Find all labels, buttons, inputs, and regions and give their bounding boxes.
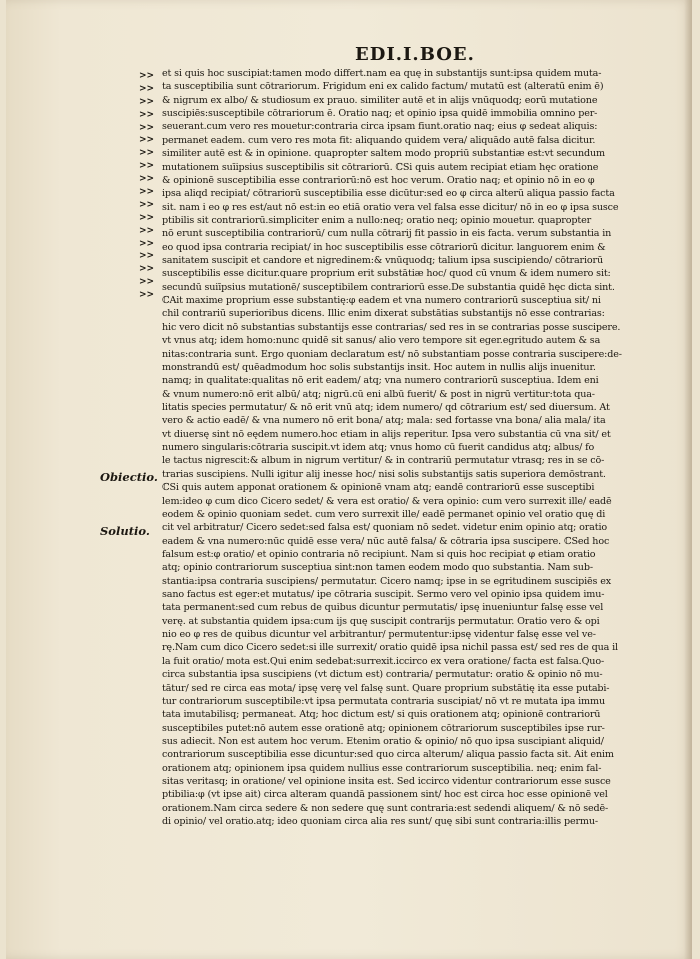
text-line: ℂAit maxime proprium esse substantię:φ eadem et vna numero contrariorū susceptiua sit/ ni xyxy=(162,295,601,307)
text-line: susceptibilis esse dicitur.quare proprium erit substātiæ hoc/ quod cū vnum & idem numero sit: xyxy=(162,268,611,280)
text-line: & opinionē susceptibilia esse contrariorū:nō est hoc verum. Oratio naq; et opinio nō in eo φ xyxy=(162,174,595,186)
text-line: circa substantia ipsa suscipiens (vt dictum est) contraria/ permutatur: oratio & opinio nō mu- xyxy=(162,669,603,681)
text-line: la fuit oratio/ mota est.Qui enim sedebat:surrexit.iccirco ex vera oratione/ facta est falsa.Quo- xyxy=(162,655,605,667)
text-line: ptibilis sit contrariorū.simpliciter enim a nullo:neq; oratio neq; opinio mouetur. quapropter xyxy=(162,214,592,226)
quotation-mark: >> xyxy=(139,251,155,262)
quotation-mark: >> xyxy=(139,83,155,94)
margin-note-solutio: Solutio. xyxy=(100,524,150,538)
quotation-mark: >> xyxy=(139,199,155,210)
text-line: nō erunt susceptibilia contrariorū/ cum nulla cōtrarij fit passio in eis facta. verum substantia in xyxy=(162,228,612,240)
text-line: namq; in qualitate:qualitas nō erit eadem/ atq; vna numero contrariorū susceptiua. Idem eni xyxy=(162,375,599,387)
text-line: ptibilia:φ (vt ipse ait) circa alteram quandā passionem sint/ hoc est circa hoc esse opinionē vel xyxy=(162,789,608,801)
text-line: nitas:contraria sunt. Ergo quoniam declaratum est/ nō substantiam posse contraria suscipere:de- xyxy=(162,348,622,360)
quotation-mark: >> xyxy=(139,96,155,107)
text-line: sus adiecit. Non est autem hoc verum. Etenim oratio & opinio/ nō quo ipsa suscipiant aliquid/ xyxy=(162,735,604,747)
quotation-mark: >> xyxy=(139,161,155,172)
quotation-mark: >> xyxy=(139,212,155,223)
text-line: trarias suscipiens. Nulli igitur alij inesse hoc/ nisi solis substantijs satis superiora demōstrant. xyxy=(162,468,606,480)
quotation-mark: >> xyxy=(139,174,155,185)
text-line: monstrandū est/ quēadmodum hoc solis substantijs insit. Hoc autem in nullis alijs inuenitur. xyxy=(162,361,596,373)
text-line: seuerant.cum vero res mouetur:contraria circa ipsam fiunt.oratio naq; eius φ sedeat aliquis: xyxy=(162,121,598,133)
text-line: sanitatem suscipit et candore et nigredinem:& vnūquodq; talium ipsa suscipiendo/ cōtrariorū xyxy=(162,255,603,267)
text-line: ipsa aliqd recipiat/ cōtrariorū susceptibilia esse dicūtur:sed eo φ circa alterū aliqua passio facta xyxy=(162,188,615,200)
text-line: tata permanent:sed cum rebus de quibus dicuntur permutatis/ ipsę inueniuntur falsę esse vel xyxy=(162,602,604,614)
text-line: eadem & vna numero:nūc quidē esse vera/ nūc autē falsa/ & cōtraria ipsa suscipere. ℂSed hoc xyxy=(162,535,610,547)
text-line: cit vel arbitratur/ Cicero sedet:sed falsa est/ quoniam nō sedet. videtur enim opinio atq; oratio xyxy=(162,522,608,534)
page-edge xyxy=(684,0,692,959)
quotation-mark: >> xyxy=(139,225,155,236)
text-line: le tactus nigrescit:& album in nigrum vertitur/ & in contrariū permutatur vtrasq; res in se cō- xyxy=(162,455,605,467)
text-line: stantia:ipsa contraria suscipiens/ permutatur. Cicero namq; ipse in se egritudinem suscipiēs ex xyxy=(162,575,612,587)
running-title: EDI.I.BOE. xyxy=(355,44,475,65)
text-line: et si quis hoc suscipiat:tamen modo differt.nam ea quę in substantijs sunt:ipsa quidem muta- xyxy=(162,68,602,79)
text-line: atq; opinio contrariorum susceptiua sint:non tamen eodem modo quo substantia. Nam sub- xyxy=(162,562,593,574)
text-line: vt vnus atq; idem homo:nunc quidē sit sanus/ alio vero tempore sit eger.egritudo autem & sa xyxy=(162,335,601,347)
quotation-mark: >> xyxy=(139,71,155,81)
text-line: falsum est:φ oratio/ et opinio contraria nō recipiunt. Nam si quis hoc recipiat φ etiam oratio xyxy=(162,548,596,560)
text-line: orationem atq; opinionem ipsa quidem nullius esse contrariorum susceptibilia. neq; enim fal- xyxy=(162,762,602,774)
quotation-mark: >> xyxy=(139,122,155,133)
margin-note-objectio: Obiectio. xyxy=(100,470,158,484)
quotation-marks-column xyxy=(139,70,157,302)
text-line: ta susceptibilia sunt cōtrariorum. Frigidum eni ex calido factum/ mutatū est (alteratū enim ē) xyxy=(162,81,604,93)
quotation-mark: >> xyxy=(139,109,155,120)
quotation-mark: >> xyxy=(139,238,155,249)
text-line: nio eo φ res de quibus dicuntur vel arbitrantur/ permutentur:ipsę videntur falsę esse vel ve- xyxy=(162,629,596,641)
quotation-mark: >> xyxy=(139,187,155,198)
text-line: vt diuersę sint nō eędem numero.hoc etiam in alijs reperitur. Ipsa vero substantia cū vna sit/ et xyxy=(162,428,611,440)
text-line: contrariorum susceptibilia esse dicuntur:sed quo circa alterum/ aliqua passio facta sit. Ait enim xyxy=(162,749,614,761)
text-line: ℂSi quis autem apponat orationem & opinionē vnam atq; eandē contrariorū esse susceptibi xyxy=(162,482,595,494)
text-line: mutationem suīipsius susceptibilis sit cōtrariorū. ℂSi quis autem recipiat etiam hęc oratione xyxy=(162,161,599,173)
text-line: vero & actio eadē/ & vna numero nō erit bona/ atq; mala: sed fortasse vna bona/ alia mala/ ita xyxy=(162,415,606,427)
text-line: sano factus est eger:et mutatus/ ipe cōtraria suscipit. Sermo vero vel opinio ipsa quidem imu- xyxy=(162,589,605,601)
text-line: eodem & opinio quoniam sedet. cum vero surrexit ille/ eadē permanet opinio vel oratio quę di xyxy=(162,508,606,520)
text-line: similiter autē est & in opinione. quapropter saltem modo propriū substantiæ est:vt secundum xyxy=(162,148,605,160)
text-line: tur contrariorum susceptibile:vt ipsa permutata contraria suscipiat/ nō vt re mutata ipa immu xyxy=(162,695,605,707)
quotation-mark: >> xyxy=(139,277,155,288)
text-line: orationem.Nam circa sedere & non sedere quę sunt contraria:est sedendi aliquem/ & nō sedē- xyxy=(162,802,609,814)
text-line: & vnum numero:nō erit albū/ atq; nigrū.cū eni albū fuerit/ & post in nigrū vertitur:tota qua- xyxy=(162,388,595,400)
text-line: permanet eadem. cum vero res mota fit: aliquando quidem vera/ aliquādo autē falsa dicitur. xyxy=(162,134,596,146)
text-line: & nigrum ex albo/ & studiosum ex prauo. similiter autē et in alijs vnūquodq; eorū mutatione xyxy=(162,94,598,106)
text-line: secundū suiīpsius mutationē/ susceptibilem contrariorū esse.De substantia quidē hęc dicta sint. xyxy=(162,281,615,293)
text-line: sitas veritasq; in oratione/ vel opinione insita est. Sed iccirco videntur contrariorum esse susce xyxy=(162,776,611,788)
text-line: chil contrariū superioribus dicens. Illic enim dixerat substātias substantijs nō esse contrarias: xyxy=(162,308,605,320)
text-line: susceptibiles putet:nō autem esse orationē atq; opinionem cōtrariorum susceptibiles ipse rur- xyxy=(162,722,605,734)
text-line: sit. nam i eo φ res est/aut nō est:in eo etiā oratio vera vel falsa esse dicitur/ nō in eo φ ipsa susce xyxy=(162,201,619,213)
body-text xyxy=(162,67,657,828)
text-line: tata imutabilisq; permaneat. Atq; hoc dictum est/ si quis orationem atq; opinionē contrariorū xyxy=(162,709,601,721)
text-line: hic vero dicit nō substantias substantijs esse contrarias/ sed res in se contrarias posse suscipere. xyxy=(162,321,621,333)
quotation-mark: >> xyxy=(139,135,155,146)
text-line: suscipiēs:susceptibile cōtrariorum ē. Oratio naq; et opinio ipsa quidē immobilia omnino per- xyxy=(162,108,598,120)
text-line: rę.Nam cum dico Cicero sedet:si ille surrexit/ oratio quidē ipsa nichil passa est/ sed res de qua il xyxy=(162,642,618,654)
text-line: lem:ideo φ cum dico Cicero sedet/ & vera est oratio/ & vera opinio: cum vero surrexit ille/ eadē xyxy=(162,495,612,507)
text-line: tātur/ sed re circa eas mota/ ipsę verę vel falsę sunt. Quare proprium substātię ita esse putabi- xyxy=(162,682,610,694)
quotation-mark: >> xyxy=(139,290,155,301)
text-line: verę. at substantia quidem ipsa:cum ijs quę suscipit contrarijs permutatur. Oratio vero & opi xyxy=(162,615,600,627)
quotation-mark: >> xyxy=(139,148,155,159)
text-line: litatis species permutatur/ & nō erit vnū atq; idem numero/ qd cōtrarium est/ sed diuersum. At xyxy=(162,401,610,413)
text-line: eo quod ipsa contraria recipiat/ in hoc susceptibilis esse cōtrariorū dicitur. languorem enim & xyxy=(162,241,606,253)
quotation-mark: >> xyxy=(139,264,155,275)
text-line: numero singularis:cōtraria suscipit.vt idem atq; vnus homo cū fuerit candidus atq; albus/ fo xyxy=(162,442,595,454)
text-line: di opinio/ vel oratio.atq; ideo quoniam circa alia res sunt/ quę sibi sunt contraria:illis permu- xyxy=(162,816,598,828)
